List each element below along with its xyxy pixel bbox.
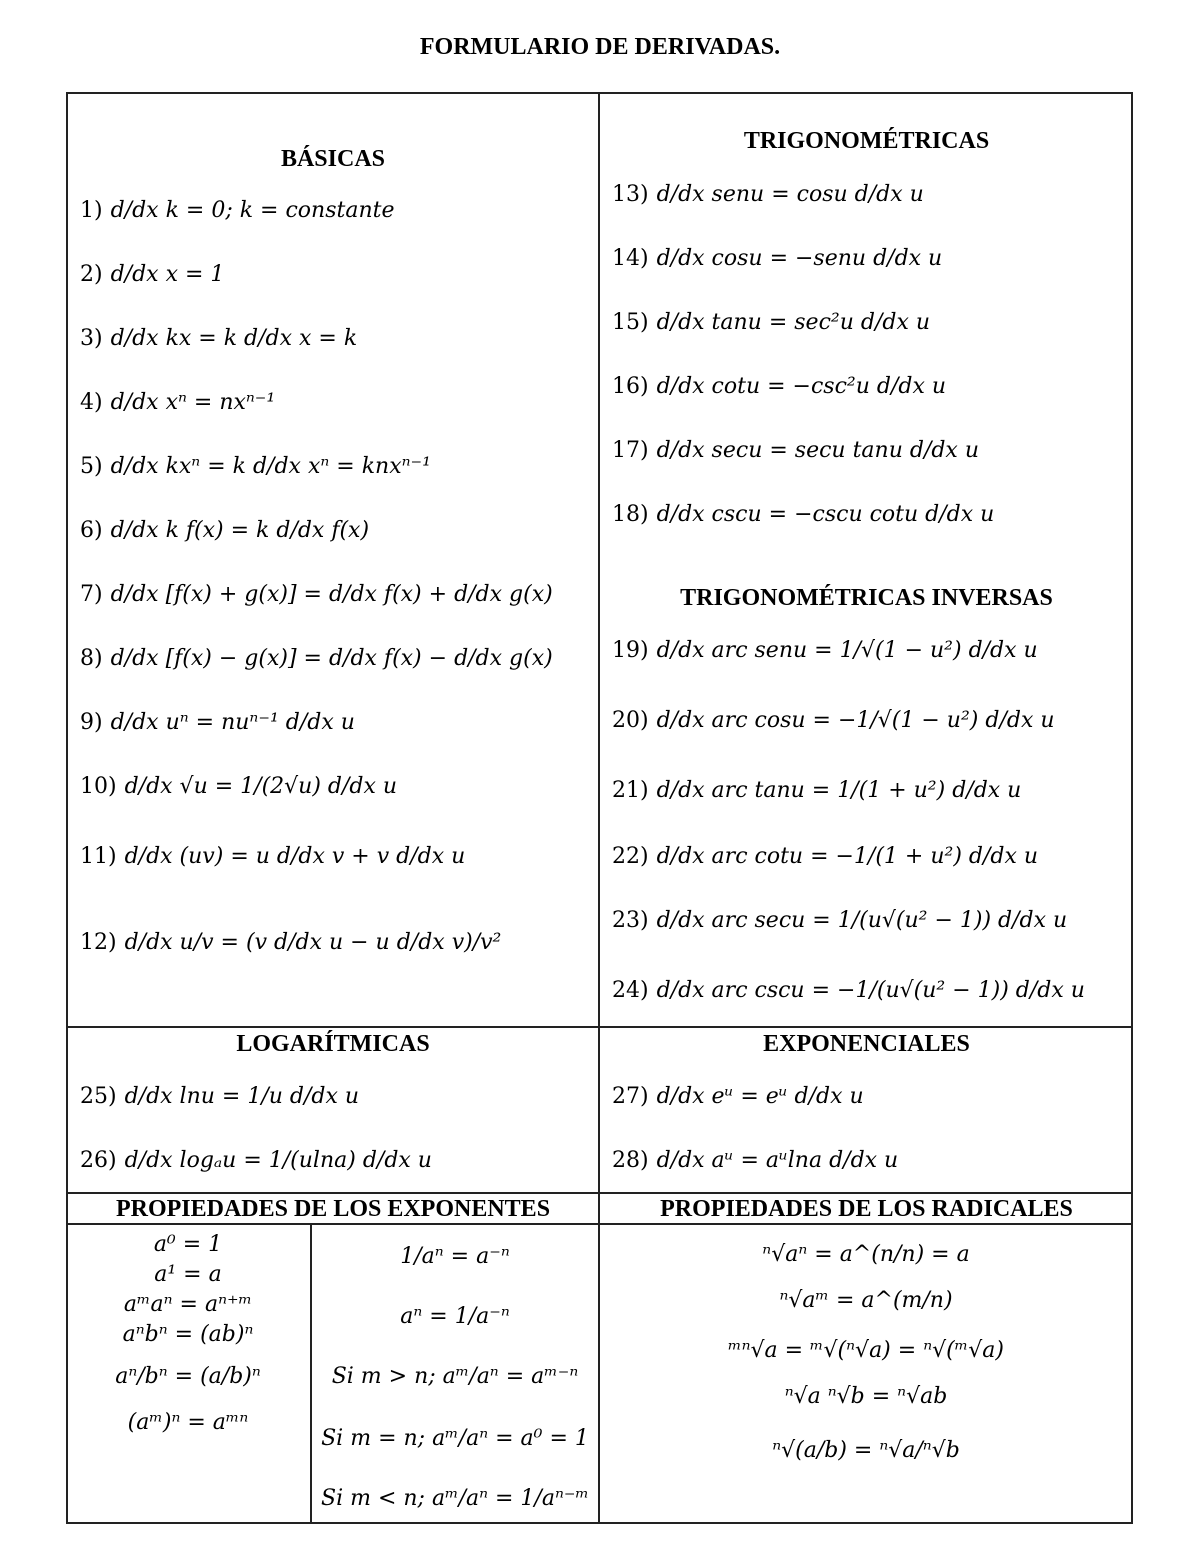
section-title-trig: TRIGONOMÉTRICAS [743, 128, 990, 154]
formula-expression: d/dx [f(x) − g(x)] = d/dx f(x) − d/dx g(x) [110, 646, 553, 671]
formula-expression: d/dx √u = 1/(2√u) d/dx u [124, 774, 398, 799]
formula-number: 27) [612, 1084, 649, 1109]
formula-expression: d/dx senu = cosu d/dx u [656, 182, 924, 207]
formula-26 [80, 1150, 432, 1172]
formula-expression: d/dx lnu = 1/u d/dx u [124, 1084, 360, 1109]
prop-exp-11: Si m < n; aᵐ/aⁿ = 1/aⁿ⁻ᵐ [321, 1486, 589, 1511]
formula-expression: d/dx tanu = sec²u d/dx u [656, 310, 931, 335]
formula-19 [612, 640, 1038, 662]
section-title-prop-rad: PROPIEDADES DE LOS RADICALES [660, 1196, 1073, 1222]
formula-expression: d/dx k f(x) = k d/dx f(x) [110, 518, 370, 543]
prop-rad-4: ⁿ√a ⁿ√b = ⁿ√ab [784, 1384, 948, 1409]
divider-vertical-exp [310, 1223, 312, 1524]
formula-number: 1) [80, 198, 103, 223]
prop-exp-4: aⁿbⁿ = (ab)ⁿ [122, 1322, 254, 1347]
prop-exp-8: aⁿ = 1/a⁻ⁿ [400, 1304, 510, 1329]
formula-number: 2) [80, 262, 103, 287]
formula-12 [80, 932, 501, 954]
prop-exp-7: 1/aⁿ = a⁻ⁿ [400, 1244, 510, 1269]
formula-2 [80, 264, 224, 286]
formula-28 [612, 1150, 898, 1172]
formula-number: 9) [80, 710, 103, 735]
formula-number: 14) [612, 246, 649, 271]
formula-number: 12) [80, 930, 117, 955]
prop-exp-6: (aᵐ)ⁿ = aᵐⁿ [127, 1410, 249, 1435]
formula-number: 13) [612, 182, 649, 207]
formula-number: 8) [80, 646, 103, 671]
prop-exp-10: Si m = n; aᵐ/aⁿ = a⁰ = 1 [321, 1426, 589, 1451]
formula-expression: d/dx eᵘ = eᵘ d/dx u [656, 1084, 864, 1109]
formula-expression: d/dx arc cotu = −1/(1 + u²) d/dx u [656, 844, 1039, 869]
formula-expression: d/dx aᵘ = aᵘlna d/dx u [656, 1148, 899, 1173]
formula-number: 18) [612, 502, 649, 527]
formula-27 [612, 1086, 864, 1108]
formula-10 [80, 776, 397, 798]
formula-expression: d/dx u/v = (v d/dx u − u d/dx v)/v² [124, 930, 502, 955]
formula-expression: d/dx arc cscu = −1/(u√(u² − 1)) d/dx u [656, 978, 1085, 1003]
formula-3 [80, 328, 357, 350]
formula-number: 15) [612, 310, 649, 335]
formula-14 [612, 248, 942, 270]
formula-expression: d/dx [f(x) + g(x)] = d/dx f(x) + d/dx g(x) [110, 582, 553, 607]
divider-horizontal-1 [66, 1026, 1133, 1028]
formula-13 [612, 184, 924, 206]
formula-15 [612, 312, 930, 334]
formula-number: 11) [80, 844, 117, 869]
formula-number: 22) [612, 844, 649, 869]
formula-number: 28) [612, 1148, 649, 1173]
formula-7 [80, 584, 553, 606]
formula-17 [612, 440, 979, 462]
formula-6 [80, 520, 369, 542]
formula-expression: d/dx arc cosu = −1/√(1 − u²) d/dx u [656, 708, 1055, 733]
formula-25 [80, 1086, 359, 1108]
formula-number: 21) [612, 778, 649, 803]
formula-8 [80, 648, 553, 670]
formula-number: 10) [80, 774, 117, 799]
prop-exp-2: a¹ = a [154, 1262, 222, 1287]
prop-rad-3: ᵐⁿ√a = ᵐ√(ⁿ√a) = ⁿ√(ᵐ√a) [728, 1338, 1004, 1363]
formula-number: 19) [612, 638, 649, 663]
formula-18 [612, 504, 994, 526]
formula-20 [612, 710, 1055, 732]
page-title: FORMULARIO DE DERIVADAS. [419, 34, 781, 60]
formula-number: 17) [612, 438, 649, 463]
formula-number: 26) [80, 1148, 117, 1173]
formula-expression: d/dx arc senu = 1/√(1 − u²) d/dx u [656, 638, 1038, 663]
prop-exp-3: aᵐaⁿ = aⁿ⁺ᵐ [123, 1292, 253, 1317]
formula-expression: d/dx x = 1 [110, 262, 225, 287]
prop-rad-5: ⁿ√(a/b) = ⁿ√a/ⁿ√b [772, 1438, 960, 1463]
formula-9 [80, 712, 355, 734]
formula-expression: d/dx kx = k d/dx x = k [110, 326, 358, 351]
section-title-basicas: BÁSICAS [280, 146, 386, 172]
prop-exp-9: Si m > n; aᵐ/aⁿ = aᵐ⁻ⁿ [331, 1364, 579, 1389]
formula-1 [80, 200, 395, 222]
formula-number: 24) [612, 978, 649, 1003]
formula-number: 7) [80, 582, 103, 607]
formula-number: 4) [80, 390, 103, 415]
divider-vertical-main [598, 92, 600, 1524]
formula-number: 16) [612, 374, 649, 399]
formula-expression: d/dx cotu = −csc²u d/dx u [656, 374, 947, 399]
formula-number: 6) [80, 518, 103, 543]
formula-number: 5) [80, 454, 103, 479]
formula-number: 23) [612, 908, 649, 933]
formula-23 [612, 910, 1067, 932]
prop-exp-1: a⁰ = 1 [153, 1232, 223, 1257]
formula-expression: d/dx xⁿ = nxⁿ⁻¹ [110, 390, 276, 415]
formula-expression: d/dx kxⁿ = k d/dx xⁿ = knxⁿ⁻¹ [110, 454, 431, 479]
formula-24 [612, 980, 1085, 1002]
formula-16 [612, 376, 946, 398]
formula-5 [80, 456, 431, 478]
divider-horizontal-2 [66, 1192, 1133, 1194]
formula-11 [80, 846, 465, 868]
formula-expression: d/dx cosu = −senu d/dx u [656, 246, 943, 271]
section-title-exp: EXPONENCIALES [763, 1031, 970, 1057]
formula-expression: d/dx k = 0; k = constante [110, 198, 395, 223]
formula-number: 3) [80, 326, 103, 351]
prop-exp-5: aⁿ/bⁿ = (a/b)ⁿ [115, 1364, 261, 1389]
formula-expression: d/dx cscu = −cscu cotu d/dx u [656, 502, 995, 527]
formula-expression: d/dx secu = secu tanu d/dx u [656, 438, 980, 463]
formula-22 [612, 846, 1038, 868]
formula-expression: d/dx logₐu = 1/(ulna) d/dx u [124, 1148, 432, 1173]
prop-rad-1: ⁿ√aⁿ = a^(n/n) = a [762, 1242, 970, 1267]
prop-rad-2: ⁿ√aᵐ = a^(m/n) [779, 1288, 953, 1313]
section-title-prop-exp: PROPIEDADES DE LOS EXPONENTES [115, 1196, 551, 1222]
formula-number: 20) [612, 708, 649, 733]
formula-expression: d/dx arc tanu = 1/(1 + u²) d/dx u [656, 778, 1022, 803]
divider-horizontal-3 [66, 1223, 1133, 1225]
formula-4 [80, 392, 275, 414]
formula-expression: d/dx uⁿ = nuⁿ⁻¹ d/dx u [110, 710, 355, 735]
formula-number: 25) [80, 1084, 117, 1109]
formula-21 [612, 780, 1021, 802]
section-title-log: LOGARÍTMICAS [236, 1031, 430, 1057]
formula-expression: d/dx arc secu = 1/(u√(u² − 1)) d/dx u [656, 908, 1068, 933]
formula-expression: d/dx (uv) = u d/dx v + v d/dx u [124, 844, 466, 869]
section-title-trig-inv: TRIGONOMÉTRICAS INVERSAS [680, 585, 1053, 611]
